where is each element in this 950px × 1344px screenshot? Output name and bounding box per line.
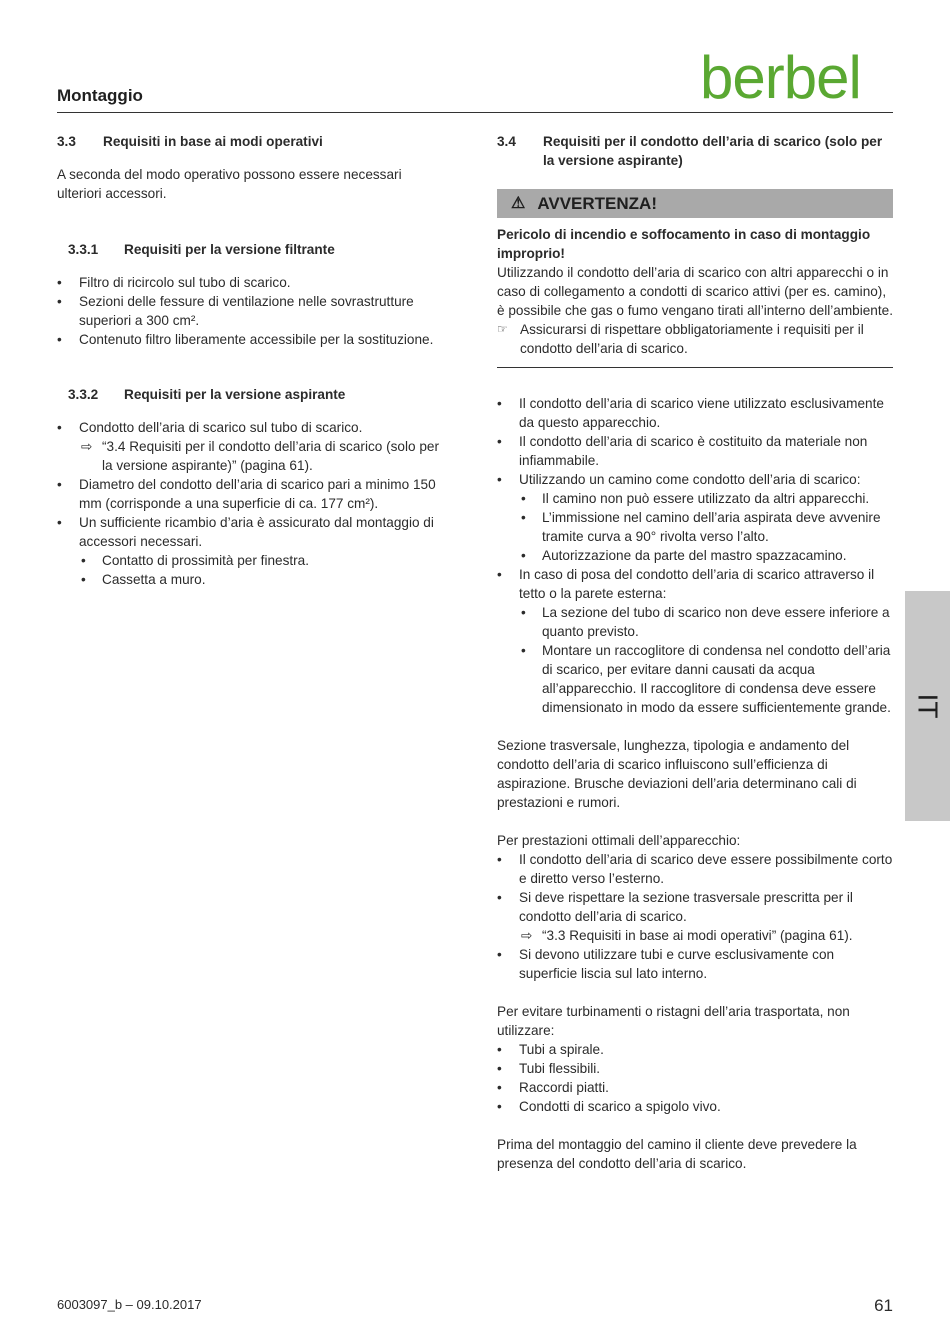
sub-list-item: • La sezione del tubo di scarico non deve essere inferiore a quanto previsto. bbox=[519, 603, 893, 641]
heading-number: 3.3 bbox=[57, 134, 76, 149]
heading-3-3-2 bbox=[57, 385, 447, 404]
optimal-performance-list bbox=[497, 850, 893, 983]
list-item-text: Condotto dell’aria di scarico sul tubo di scarico. bbox=[79, 420, 363, 435]
heading-text: Requisiti per la versione filtrante bbox=[124, 242, 335, 257]
cross-reference-text[interactable]: “3.4 Requisiti per il condotto dell’aria di scarico (solo per la versione aspirante)” (pagina 61). bbox=[102, 439, 439, 473]
language-tab-label: IT bbox=[912, 693, 944, 719]
list-item bbox=[57, 418, 447, 475]
sub-list-item: • L’immissione nel camino dell’aria aspirata deve avvenire tramite curva a 90° rivolta verso l’alto. bbox=[519, 508, 893, 546]
sub-list bbox=[519, 603, 893, 717]
language-tab-label-wrap bbox=[905, 591, 950, 821]
list-item: • Diametro del condotto dell’aria di scarico pari a minimo 150 mm (corrisponde a una superficie di ca. 177 cm²). bbox=[57, 475, 447, 513]
list-item bbox=[497, 470, 893, 565]
list-item: • Filtro di ricircolo sul tubo di scarico. bbox=[57, 273, 447, 292]
heading-3-3 bbox=[57, 132, 447, 151]
heading-3-3-1 bbox=[57, 240, 447, 259]
list-item-text: In caso di posa del condotto dell’aria di scarico attraverso il tetto o la parete esterna: bbox=[519, 567, 875, 601]
right-column bbox=[497, 132, 893, 1173]
warning-instruction-text: Assicurarsi di rispettare obbligatoriamente i requisiti per il condotto dell’aria di scarico. bbox=[520, 322, 864, 356]
list-item: • Il condotto dell’aria di scarico deve essere possibilmente corto e diretto verso l’esterno. bbox=[497, 850, 893, 888]
heading-text: Requisiti in base ai modi operativi bbox=[103, 134, 323, 149]
filter-requirements-list bbox=[57, 273, 447, 349]
heading-number: 3.4 bbox=[497, 134, 516, 149]
list-item: • Il condotto dell’aria di scarico viene utilizzato esclusivamente da questo apparecchio. bbox=[497, 394, 893, 432]
sub-list-item: • Autorizzazione da parte del mastro spazzacamino. bbox=[519, 546, 893, 565]
list-item: • Raccordi piatti. bbox=[497, 1078, 893, 1097]
list-item bbox=[57, 513, 447, 589]
warning-instruction bbox=[497, 320, 893, 358]
efficiency-paragraph: Sezione trasversale, lunghezza, tipologia e andamento del condotto dell’aria di scarico influiscono sull’efficienza di aspirazione. Brusche deviazioni dell’aria determinano cali di prestazioni e rumori. bbox=[497, 738, 857, 810]
list-item: • Si devono utilizzare tubi e curve esclusivamente con superficie liscia sul lato interno. bbox=[497, 945, 893, 983]
list-item: • Contenuto filtro liberamente accessibile per la sostituzione. bbox=[57, 330, 447, 349]
list-item: • Il condotto dell’aria di scarico è costituito da materiale non infiammabile. bbox=[497, 432, 893, 470]
sub-list-item: • Contatto di prossimità per finestra. bbox=[79, 551, 447, 570]
arrow-right-icon: ⇨ bbox=[81, 439, 93, 454]
heading-number: 3.3.2 bbox=[68, 387, 99, 402]
arrow-right-icon: ⇨ bbox=[521, 928, 533, 943]
warning-heading: Pericolo di incendio e soffocamento in caso di montaggio improprio! bbox=[497, 227, 871, 261]
sub-list-item: • Montare un raccoglitore di condensa nel condotto dell’aria di scarico, per evitare danni causati da acqua all’apparecchio. Il raccoglitore di condensa deve essere dimensionato in modo da essere sufficientemente grande. bbox=[519, 641, 893, 717]
heading-text: Requisiti per la versione aspirante bbox=[124, 387, 346, 402]
heading-text: Requisiti per il condotto dell’aria di scarico (solo per la versione aspirante) bbox=[543, 134, 883, 168]
list-item: • Tubi flessibili. bbox=[497, 1059, 893, 1078]
list-item-text: Si deve rispettare la sezione trasversale prescritta per il condotto dell’aria di scarico. bbox=[519, 890, 853, 924]
warning-text: Utilizzando il condotto dell’aria di scarico con altri apparecchi o in caso di collegamento a condotti di scarico attivi (per es. camino), è possibile che gas o fumo vengano tirati all’interno dell’ambiente. bbox=[497, 265, 893, 318]
intro-paragraph: A seconda del modo operativo possono essere necessari ulteriori accessori. bbox=[57, 167, 402, 201]
warning-box bbox=[497, 189, 893, 368]
document-id: 6003097_b – 09.10.2017 bbox=[57, 1297, 202, 1312]
page-number: 61 bbox=[874, 1296, 893, 1315]
heading-3-4 bbox=[497, 132, 893, 170]
list-item-text: Utilizzando un camino come condotto dell’aria di scarico: bbox=[519, 472, 861, 487]
exhaust-requirements-list bbox=[57, 418, 447, 589]
heading-number: 3.3.1 bbox=[68, 242, 99, 257]
exhaust-duct-list bbox=[497, 394, 893, 717]
cross-reference[interactable] bbox=[519, 926, 893, 945]
list-item bbox=[497, 565, 893, 717]
sub-list bbox=[519, 489, 893, 565]
warning-label: AVVERTENZA! bbox=[537, 194, 657, 213]
list-item: • Condotti di scarico a spigolo vivo. bbox=[497, 1097, 893, 1116]
list-item bbox=[497, 888, 893, 945]
sub-list bbox=[79, 551, 447, 589]
avoid-list bbox=[497, 1040, 893, 1116]
header-divider bbox=[57, 112, 893, 113]
cross-reference-text[interactable]: “3.3 Requisiti in base ai modi operativi” (pagina 61). bbox=[542, 928, 853, 943]
left-column bbox=[57, 132, 447, 589]
berbel-logo: berbel bbox=[700, 44, 861, 111]
avoid-intro: Per evitare turbinamenti o ristagni dell’aria trasportata, non utilizzare: bbox=[497, 1004, 850, 1038]
section-title: Montaggio bbox=[57, 86, 143, 105]
list-item-text: Un sufficiente ricambio d’aria è assicurato dal montaggio di accessori necessari. bbox=[79, 515, 434, 549]
optimal-intro: Per prestazioni ottimali dell’apparecchio: bbox=[497, 833, 741, 848]
final-paragraph: Prima del montaggio del camino il cliente deve prevedere la presenza del condotto dell’aria di scarico. bbox=[497, 1137, 857, 1171]
cross-reference[interactable] bbox=[79, 437, 447, 475]
list-item: • Tubi a spirale. bbox=[497, 1040, 893, 1059]
sub-list-item: • Cassetta a muro. bbox=[79, 570, 447, 589]
pointing-hand-icon: ☞ bbox=[497, 322, 508, 336]
warning-bar bbox=[497, 189, 893, 218]
list-item: • Sezioni delle fessure di ventilazione nelle sovrastrutture superiori a 300 cm². bbox=[57, 292, 447, 330]
warning-triangle-icon: ⚠ bbox=[511, 195, 526, 212]
sub-list-item: • Il camino non può essere utilizzato da altri apparecchi. bbox=[519, 489, 893, 508]
warning-bottom-rule bbox=[497, 367, 893, 368]
